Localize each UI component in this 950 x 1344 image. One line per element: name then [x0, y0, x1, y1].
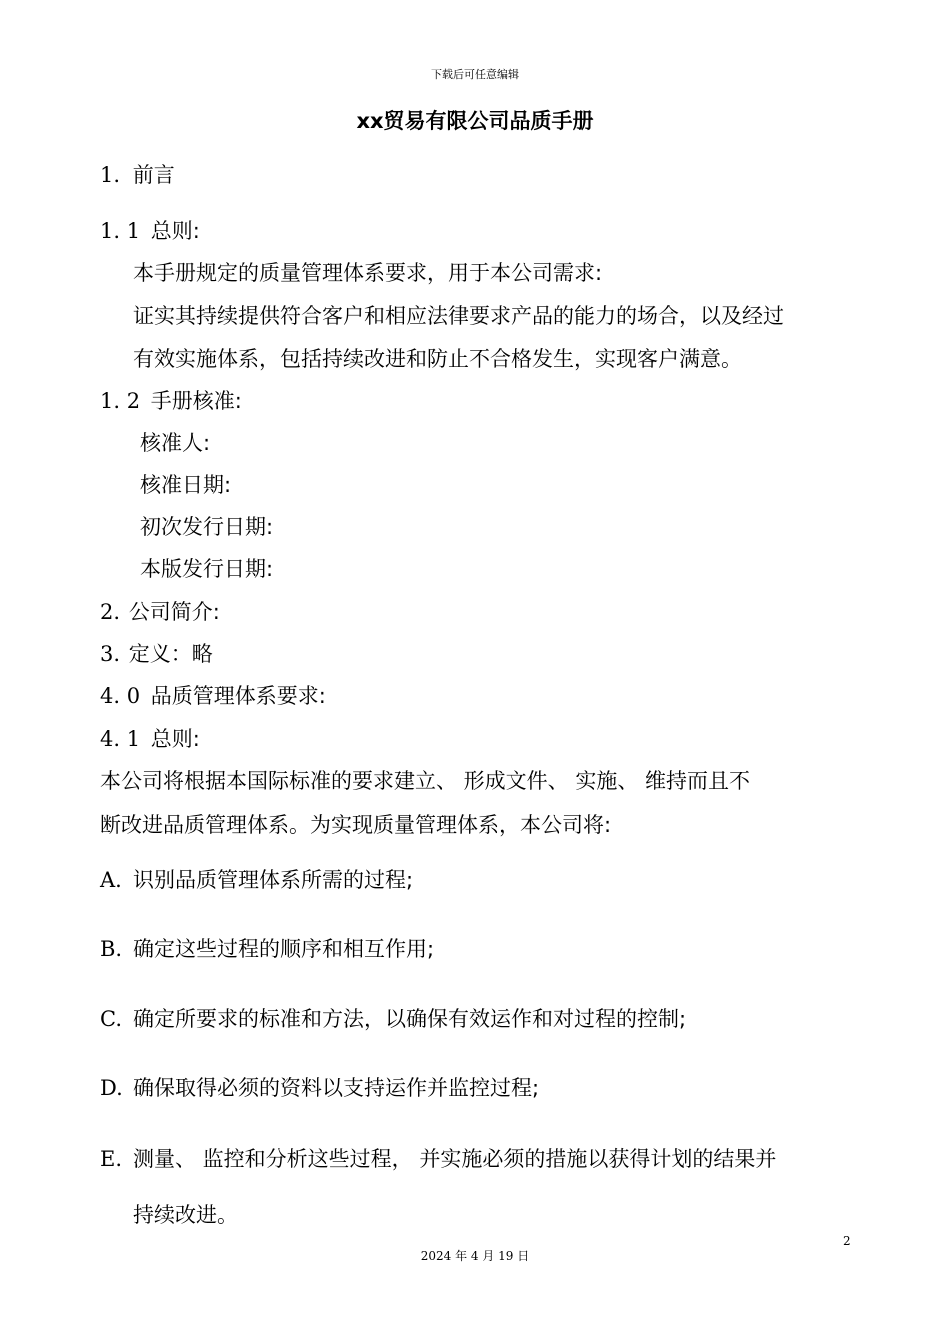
this-issue-date-label: 本版发行日期:: [140, 557, 274, 581]
list-marker: E.: [100, 1147, 123, 1171]
list-marker: B.: [100, 937, 123, 961]
section-4-0-heading: 4. 0 品质管理体系要求:: [100, 684, 326, 708]
list-item-text: 确定所要求的标准和方法，以确保有效运作和对过程的控制;: [133, 1007, 687, 1031]
list-item: [100, 1074, 539, 1102]
list-item-text: 识别品质管理体系所需的过程;: [133, 868, 414, 892]
list-item-text: 确保取得必须的资料以支持运作并监控过程;: [133, 1076, 540, 1100]
list-item-text: 确定这些过程的顺序和相互作用;: [133, 937, 435, 961]
section-1-1-paragraph-2-line-1: 证实其持续提供符合客户和相应法律要求产品的能力的场合，以及经过: [133, 304, 784, 328]
list-item-text: 测量、 监控和分析这些过程， 并实施必须的措施以获得计划的结果并: [133, 1147, 777, 1171]
list-marker: D.: [100, 1076, 123, 1100]
document-title: xx贸易有限公司品质手册: [356, 109, 594, 133]
list-marker: A.: [100, 868, 122, 892]
first-issue-date-label: 初次发行日期:: [140, 515, 274, 539]
section-3-heading: 3. 定义：略: [100, 642, 213, 666]
section-1-1-paragraph-1: 本手册规定的质量管理体系要求，用于本公司需求:: [133, 261, 603, 285]
list-item: [100, 1005, 686, 1033]
section-4-1-heading: 4. 1 总则:: [100, 727, 200, 751]
section-2-heading: 2. 公司简介:: [100, 600, 220, 624]
approve-date-label: 核准日期:: [140, 473, 232, 497]
page-header-note: 下载后可任意编辑: [431, 68, 519, 81]
section-1-1-heading: 1. 1 总则:: [100, 219, 200, 243]
page-number: 2: [843, 1234, 851, 1248]
list-marker: C.: [100, 1007, 122, 1031]
section-1-1-paragraph-2-line-2: 有效实施体系，包括持续改进和防止不合格发生，实现客户满意。: [133, 347, 742, 371]
list-item: [100, 866, 413, 894]
list-item-continuation: 持续改进。: [133, 1203, 238, 1227]
section-4-1-paragraph-line-2: 断改进品质管理体系。为实现质量管理体系，本公司将:: [100, 813, 612, 837]
section-1-2-heading: 1. 2 手册核准:: [100, 389, 242, 413]
list-item: [100, 935, 434, 963]
approver-label: 核准人:: [140, 431, 211, 455]
section-4-1-paragraph-line-1: 本公司将根据本国际标准的要求建立、 形成文件、 实施、 维持而且不: [100, 769, 751, 793]
footer-date: 2024 年 4 月 19 日: [420, 1249, 530, 1263]
section-1-heading: 1. 前言: [100, 163, 175, 187]
list-item: [100, 1145, 776, 1173]
